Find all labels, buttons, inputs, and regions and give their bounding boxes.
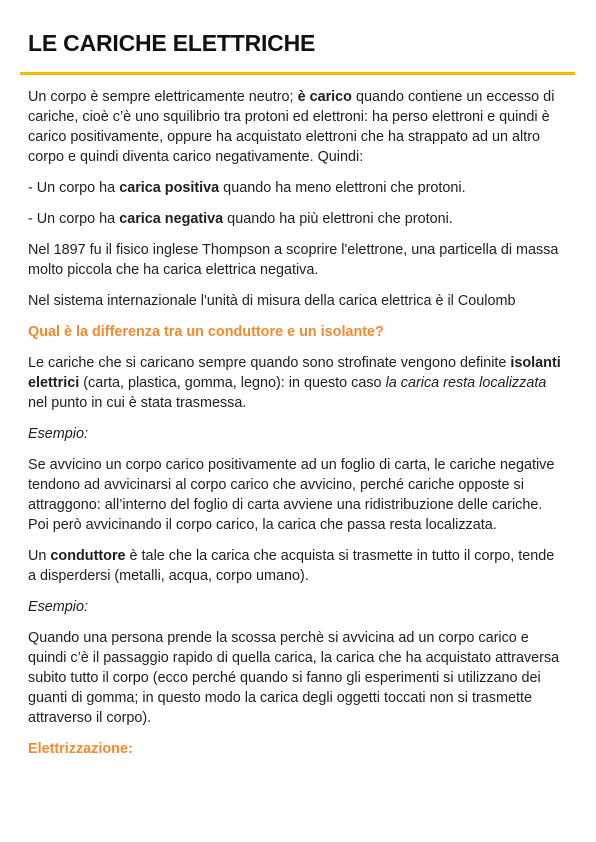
text-run: Le cariche che si caricano sempre quando sono strofinate vengono definite (28, 355, 511, 371)
text-run: - Un corpo ha (28, 211, 120, 227)
section-heading-electrification: Elettrizzazione: (28, 741, 133, 757)
page-title: LE CARICHE ELETTRICHE (28, 30, 316, 56)
example-label: Esempio: (28, 599, 88, 615)
bold-term: conduttore (50, 548, 126, 564)
text-run: (carta, plastica, gomma, legno): in questo caso (79, 375, 386, 391)
text-run: quando contiene un eccesso di cariche, cioè c’è uno squilibrio tra protoni ed elettroni: ha perso elettroni e quindi è carico positivamente, oppure ha acquistato elettroni che ha strappato ad un altro corpo e quindi diventa carico negativamente. Quindi: (28, 89, 555, 165)
text-run: è tale che la carica che acquista si trasmette in tutto il corpo, tende a disperdersi (metalli, acqua, corpo umano). (28, 548, 555, 584)
paragraph-conductor (28, 546, 563, 586)
document-body (28, 87, 563, 770)
bold-term: carica positiva (119, 180, 220, 196)
paragraph-negative-charge (28, 209, 563, 229)
paragraph-positive-charge (28, 178, 563, 198)
paragraph-example-shock: Quando una persona prende la scossa perchè si avvicina ad un corpo carico e quindi c’è il passaggio rapido di quella carica, la carica che ha acquistato attraversa subito tutto il corpo (ecco perché quando si fanno gli esperimenti si utilizzano dei guanti di gomma; in questo modo la carica degli oggetti toccati non si trasmette attraverso il corpo). (28, 630, 560, 726)
italic-phrase: la carica resta localizzata (385, 375, 547, 391)
paragraph-coulomb: Nel sistema internazionale l'unità di misura della carica elettrica è il Coulomb (28, 293, 516, 309)
text-run: - Un corpo ha (28, 180, 120, 196)
text-run: Un corpo è sempre elettricamente neutro; (28, 89, 298, 105)
paragraph-intro (28, 87, 563, 167)
paragraph-thompson: Nel 1897 fu il fisico inglese Thompson a scoprire l'elettrone, una particella di massa molto piccola che ha carica elettrica negativa. (28, 242, 559, 278)
example-label: Esempio: (28, 426, 88, 442)
title-underline (20, 72, 575, 75)
bold-term: isolanti elettrici (28, 355, 561, 391)
text-run: nel punto in cui è stata trasmessa. (28, 395, 247, 411)
bold-term: carica negativa (119, 211, 224, 227)
bold-term: è carico (297, 89, 352, 105)
section-heading-conductor-insulator: Qual è la differenza tra un conduttore e un isolante? (28, 324, 384, 340)
paragraph-example-paper: Se avvicino un corpo carico positivamente ad un foglio di carta, le cariche negative tendono ad avvicinarsi al corpo carico che avvicino, perché cariche opposte si attraggono: all’interno del foglio di carta avviene una ridistribuzione delle cariche. Poi però avvicinando il corpo carico, la carica che passa resta localizzata. (28, 457, 555, 533)
paragraph-insulators (28, 353, 563, 413)
text-run: quando ha meno elettroni che protoni. (219, 180, 466, 196)
text-run: Un (28, 548, 51, 564)
text-run: quando ha più elettroni che protoni. (223, 211, 453, 227)
